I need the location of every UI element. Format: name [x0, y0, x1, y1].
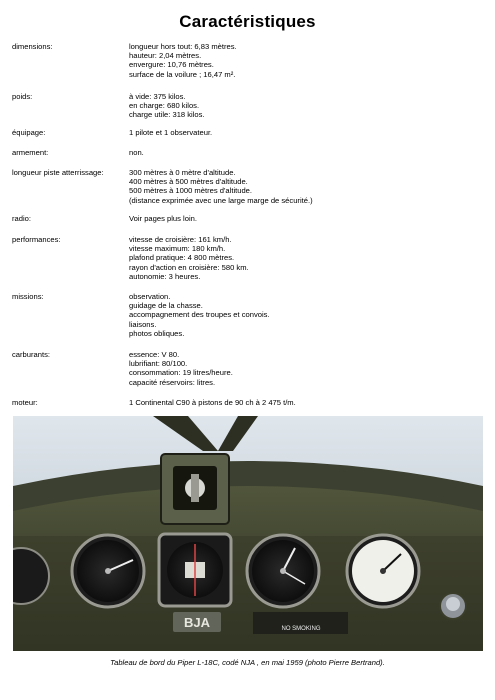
spec-label: moteur: [12, 398, 38, 407]
spec-values [129, 235, 249, 281]
spec-value-line: rayon d'action en croisière: 580 km. [129, 262, 249, 272]
spec-label: dimensions: [12, 42, 53, 51]
spec-values [129, 148, 144, 157]
spec-values [129, 214, 197, 223]
spec-value-line: essence: V 80. [129, 350, 180, 359]
spec-value-line: consommation: 19 litres/heure. [129, 368, 233, 378]
spec-values [129, 398, 296, 407]
spec-value-line: 500 mètres à 1000 mètres d'altitude. [129, 186, 253, 196]
spec-value-line: guidage de la chasse. [129, 301, 203, 311]
spec-value-line: longueur hors tout: 6,83 mètres. [129, 42, 237, 51]
spec-label: longueur piste atterrissage: [12, 168, 104, 177]
spec-value-line: accompagnement des troupes et convois. [129, 310, 270, 320]
spec-value-line: liaisons. [129, 319, 157, 329]
spec-value-line: 400 mètres à 500 mètres d'altitude. [129, 177, 248, 187]
spec-values [129, 350, 233, 387]
spec-value-line: autonomie: 3 heures. [129, 271, 201, 281]
spec-value-line: (distance exprimée avec une large marge de sécurité.) [129, 195, 313, 205]
spec-value-line: Voir pages plus loin. [129, 214, 197, 223]
spec-values [129, 128, 212, 137]
cockpit-photo [13, 416, 483, 651]
spec-values [129, 92, 205, 120]
page-title: Caractéristiques [179, 12, 316, 31]
placard-text: BJA [183, 615, 211, 630]
airspeed-gauge [72, 535, 144, 607]
spec-label: radio: [12, 214, 31, 223]
spec-value-line: charge utile: 318 kilos. [129, 110, 205, 120]
spec-label: poids: [12, 92, 33, 101]
photo-caption: Tableau de bord du Piper L-18C, codé NJA , en mai 1959 (photo Pierre Bertrand). [110, 658, 385, 667]
spec-value-line: surface de la voilure ; 16,47 m². [129, 69, 236, 79]
spec-value-line: capacité réservoirs: litres. [129, 377, 216, 387]
no-smoking-sticker: NO SMOKING [281, 626, 321, 632]
spec-value-line: en charge: 680 kilos. [129, 101, 200, 111]
spec-value-line: photos obliques. [129, 328, 185, 338]
spec-label: carburants: [12, 350, 50, 359]
spec-values [129, 168, 313, 205]
spec-value-line: 300 mètres à 0 mètre d'altitude. [129, 168, 236, 177]
spec-value-line: 1 Continental C90 à pistons de 90 ch à 2 475 t/m. [129, 398, 296, 407]
spec-value-line: lubrifiant: 80/100. [129, 359, 188, 369]
spec-label: missions: [12, 292, 44, 301]
spec-value-line: vitesse de croisière: 161 km/h. [129, 235, 232, 244]
spec-values [129, 292, 270, 338]
spec-value-line: 1 pilote et 1 observateur. [129, 128, 213, 137]
spec-label: équipage: [12, 128, 46, 137]
tachometer-gauge [347, 535, 419, 607]
spec-value-line: hauteur: 2,04 mètres. [129, 51, 202, 61]
spec-label: armement: [12, 148, 49, 157]
spec-value-line: observation. [129, 292, 171, 301]
spec-value-line: envergure: 10,76 mètres. [129, 60, 214, 70]
spec-values [129, 42, 237, 79]
spec-label: performances: [12, 235, 61, 244]
spec-value-line: vitesse maximum: 180 km/h. [129, 244, 226, 254]
spec-value-line: non. [129, 148, 144, 157]
spec-value-line: à vide: 375 kilos. [129, 92, 186, 101]
altimeter-gauge [247, 535, 319, 607]
spec-value-line: plafond pratique: 4 800 mètres. [129, 253, 235, 263]
compass-gauge [159, 534, 231, 606]
